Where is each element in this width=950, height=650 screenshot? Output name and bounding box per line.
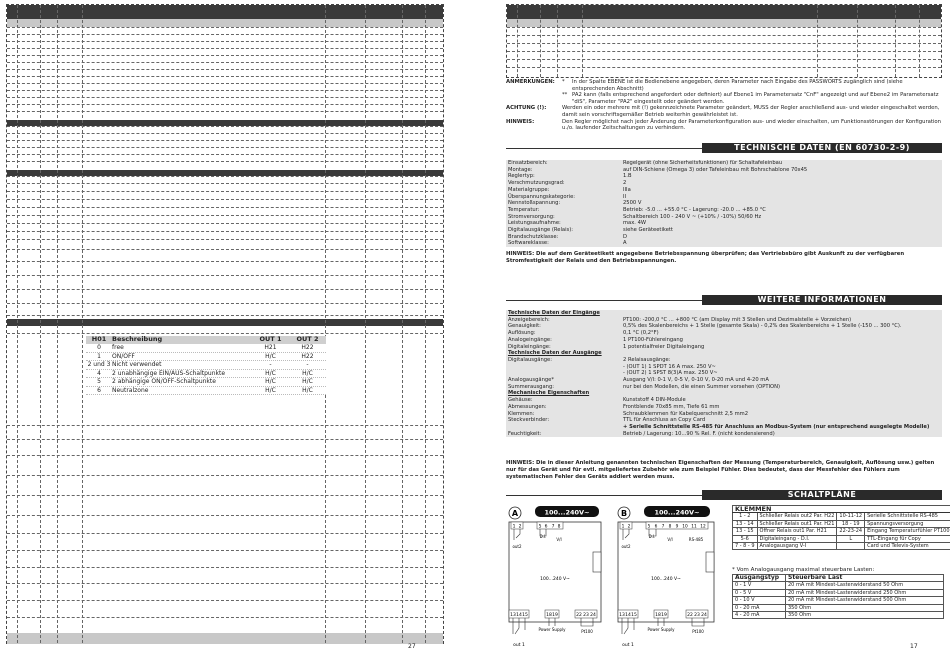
tech-value: IIIa: [623, 187, 942, 194]
tech-value: Schaltbereich 100 - 240 V ~ (+10% / -10%) 50/60 Hz: [623, 214, 942, 221]
info-row: [506, 364, 942, 371]
h01-table-row: [86, 344, 326, 353]
subsection-title: Technische Daten der Eingänge: [506, 310, 942, 317]
info-label: Digitalausgänge:: [506, 357, 623, 364]
load-cell: 20 mA mit Mindest-Lastenwiderstand 250 Ohm: [786, 589, 944, 596]
klemmen-title: KLEMMEN: [733, 506, 950, 513]
h01-col-header: Beschreibung: [112, 336, 252, 344]
info-label: Anzeigebereich:: [506, 317, 623, 324]
load-row: [733, 597, 944, 604]
terminal-number: 19: [552, 612, 558, 618]
tech-value: Regelgerät (ohne Sicherheitsfunktionen) für Schaltafeleinbau: [623, 160, 942, 167]
h01-col-header: OUT 1: [252, 336, 289, 344]
h01-cell: 0: [86, 344, 112, 352]
terminal-caption: D.I.: [649, 534, 656, 539]
tech-row: [506, 234, 942, 241]
tech-label: Materialgruppe:: [506, 187, 623, 194]
note-text: In der Spalte EBENE ist die Bedienebene angegeben, deren Parameter nach Eingabe des PASSWORTS zugänglich sind (siehe entsprechenden Abschnitt): [572, 79, 942, 92]
load-col-header: Ausgangstyp: [733, 575, 786, 582]
tech-row: [506, 173, 942, 180]
klemmen-row: [733, 513, 950, 520]
info-value: Frontblende 70x85 mm, Tiefe 61 mm: [623, 404, 942, 411]
further-info-block: [506, 310, 942, 437]
tech-label: Softwareklasse:: [506, 240, 623, 247]
h01-cell: 2 abhängige ON/OFF-Schaltpunkte: [112, 378, 252, 386]
tech-value: Betrieb: -5.0 ... +55.0 °C - Lagerung: -20.0 ... +85.0 °C: [623, 207, 942, 214]
klemmen-cell: Card und Televis-System: [865, 543, 950, 550]
subsection-title: Mechanische Eigenschaften: [506, 390, 942, 397]
klemmen-cell: 7 - 8 - 9: [733, 543, 758, 550]
load-row: [733, 612, 944, 619]
section-heading: [506, 295, 942, 305]
h01-cell: H22: [289, 353, 326, 361]
info-value: 0,1 °C (0,2°F): [623, 330, 942, 337]
klemmen-cell: 1 - 2: [733, 513, 758, 520]
info-value: Betrieb / Lagerung: 10...90 % Rel. F. (nicht kondensierend): [623, 431, 942, 438]
terminal-number: 23: [583, 612, 589, 618]
info-value: Kunststoff 4 DIN-Module: [623, 397, 942, 404]
tech-value: 2: [623, 180, 942, 187]
klemmen-cell: 13 - 14: [733, 520, 758, 527]
info-row: [506, 337, 942, 344]
diagram-letter: A: [512, 509, 519, 518]
load-cell: 0 - 10 V: [733, 597, 786, 604]
terminal-number: 12: [700, 524, 706, 530]
section-title: TECHNISCHE DATEN (EN 60730-2-9): [702, 143, 942, 153]
info-row: [506, 323, 942, 330]
terminal-number: 6: [655, 524, 658, 530]
info-row: [506, 377, 942, 384]
info-label: Digitaleingänge:: [506, 344, 623, 351]
terminal-caption: out2: [621, 544, 631, 549]
controller-body: [509, 522, 601, 622]
voltage-label: 100...240V~: [654, 509, 699, 517]
terminal-number: 19: [661, 612, 667, 618]
tech-row: [506, 220, 942, 227]
info-row: [506, 397, 942, 404]
tech-value: 1.B: [623, 173, 942, 180]
tech-label: Stromversorgung:: [506, 214, 623, 221]
info-row: [506, 357, 942, 364]
info-label: Steckverbinder:: [506, 417, 623, 424]
info-row: [506, 404, 942, 411]
h01-cell: -: [252, 361, 289, 369]
wiring-diagram-a: [505, 504, 605, 648]
h01-cell: 4: [86, 370, 112, 378]
terminal-number: 13: [619, 612, 625, 618]
h01-cell: Neutralzone: [112, 387, 252, 395]
tech-row: [506, 160, 942, 167]
terminal-caption: out 1: [513, 642, 525, 648]
h01-table-row: [86, 370, 326, 379]
terminal-number: 15: [522, 612, 528, 618]
hint-text: HINWEIS: Die auf dem Geräteetikett angegebene Betriebsspannung überprüfen; das Vertriebsbüro gibt Auskunft zu der verfügbaren Stromfestigkeit der Relais und den Betriebsspannungen.: [506, 251, 942, 265]
tech-value: auf DIN-Schiene (Omega 3) oder Tafeleinbau mit Bohrschablone 70x45: [623, 167, 942, 174]
h01-cell: 2 unabhängige EIN/AUS-Schaltpunkte: [112, 370, 252, 378]
tech-value: max. 4W: [623, 220, 942, 227]
h01-table-row: [86, 353, 326, 362]
info-label: Analogeingänge:: [506, 337, 623, 344]
tech-label: Reglertyp:: [506, 173, 623, 180]
load-cell: 20 mA mit Mindest-Lastenwiderstand 500 Ohm: [786, 597, 944, 604]
h01-col-header: H01: [86, 336, 112, 344]
subsection-title: Technische Daten der Ausgänge: [506, 350, 942, 357]
info-row: [506, 330, 942, 337]
h01-table-row: [86, 378, 326, 387]
terminal-caption: out2: [512, 544, 522, 549]
load-cell: 0 - 5 V: [733, 589, 786, 596]
info-label: Klemmen:: [506, 411, 623, 418]
notes-block: [506, 79, 942, 132]
analog-load-table: [732, 574, 944, 619]
h01-cell: H/C: [289, 370, 326, 378]
info-row: [506, 344, 942, 351]
terminal-number: 5: [539, 524, 542, 530]
info-value: PT100: -200,0 °C ... +800 °C (am Display mit 3 Stellen und Dezimalstelle + Vorzeichen): [623, 317, 942, 324]
klemmen-cell: L: [837, 535, 865, 542]
terminal-caption: Pt100: [581, 629, 593, 634]
h01-cell: H/C: [252, 387, 289, 395]
info-value: TTL für Anschluss an Copy Card: [623, 417, 942, 424]
load-cell: 0 - 20 mA: [733, 604, 786, 611]
note-text: Werden ein oder mehrere mit (!) gekennzeichnete Parameter geändert, MUSS der Regler anschließend aus- und wieder eingeschaltet werden, damit sein vorschriftsgemäßer Betrieb weiterhin gewährleistet ist.: [562, 105, 942, 118]
info-value: - (OUT 1) 1 SPDT 16 A max. 250 V~: [623, 364, 942, 371]
tech-label: Nennstoßspannung:: [506, 200, 623, 207]
h01-cell: 1: [86, 353, 112, 361]
analog-load-note: * Vom Analogausgang maximal steuerbare Lasten:: [732, 567, 944, 573]
technical-data-block: [506, 160, 942, 247]
tech-value: 2500 V: [623, 200, 942, 207]
tech-label: Verschmutzungsgrad:: [506, 180, 623, 187]
h01-table-header: [86, 336, 326, 344]
notes-key: ANMERKUNGEN:: [506, 79, 562, 92]
terminal-caption: out 1: [622, 642, 634, 648]
tech-row: [506, 227, 942, 234]
terminal-caption: D.I.: [540, 534, 547, 539]
tech-row: [506, 187, 942, 194]
notes-key: HINWEIS:: [506, 119, 562, 132]
klemmen-cell: 18 - 19: [837, 520, 865, 527]
klemmen-row: [733, 528, 950, 535]
terminal-number: 24: [701, 612, 707, 618]
h01-cell: H/C: [252, 370, 289, 378]
h01-cell: H/C: [252, 353, 289, 361]
klemmen-cell: Spannungsversorgung: [865, 520, 950, 527]
h01-cell: H/C: [289, 387, 326, 395]
terminal-number: 14: [516, 612, 522, 618]
h01-cell: ON/OFF: [112, 353, 252, 361]
info-row: [506, 424, 942, 431]
tech-value: II: [623, 194, 942, 201]
tech-value: A: [623, 240, 942, 247]
tech-value: D: [623, 234, 942, 241]
terminal-caption: Power Supply: [539, 627, 567, 632]
h01-cell: Nicht verwendet: [112, 361, 252, 369]
supply-caption: 100...240 V~: [540, 576, 570, 582]
info-label: Genauigkeit:: [506, 323, 623, 330]
klemmen-cell: Digitaleingang - D.I.: [757, 535, 837, 542]
load-cell: 0 - 1 V: [733, 582, 786, 589]
terminal-number: 9: [676, 524, 679, 530]
terminal-number: 2: [519, 524, 522, 530]
info-label: [506, 424, 623, 431]
tech-value: siehe Geräteetikett: [623, 227, 942, 234]
info-row: [506, 411, 942, 418]
terminal-caption: RS-485: [689, 537, 704, 542]
info-label: [506, 364, 623, 371]
h01-cell: H/C: [289, 378, 326, 386]
klemmen-cell: 22-23-24: [837, 528, 865, 535]
supply-caption: 100...240 V~: [651, 576, 681, 582]
terminal-number: 2: [628, 524, 631, 530]
tech-label: Brandschutzklasse:: [506, 234, 623, 241]
voltage-label: 100...240V~: [544, 509, 589, 517]
info-label: Abmessungen:: [506, 404, 623, 411]
terminal-caption: Power Supply: [648, 627, 676, 632]
load-cell: 4 - 20 mA: [733, 612, 786, 619]
tech-row: [506, 200, 942, 207]
info-value: 2 Relaisausgänge:: [623, 357, 942, 364]
h01-cell: 2 und 3: [86, 361, 112, 369]
h01-table: [86, 336, 326, 395]
info-value: 1 potentialfreier Digitaleingang: [623, 344, 942, 351]
tech-label: Digitalausgänge (Relais):: [506, 227, 623, 234]
wiring-diagram-b: [614, 504, 718, 648]
tech-label: Einsatzbereich:: [506, 160, 623, 167]
note-mark: **: [562, 92, 572, 105]
klemmen-cell: Schließer Relais out2 Par. H22: [757, 513, 837, 520]
info-row: [506, 431, 942, 438]
info-row: [506, 370, 942, 377]
info-label: Analogausgänge*: [506, 377, 623, 384]
note-text: PA2 kann (falls entsprechend angefordert oder definiert) auf Ebene1 im Parametersatz "CnF" angezeigt und auf Ebene2 im Parametersatz "diS", Parameter "PA2" eingestellt oder geändert werden.: [572, 92, 942, 105]
terminal-number: 10: [682, 524, 688, 530]
terminal-number: 23: [694, 612, 700, 618]
h01-col-header: OUT 2: [289, 336, 326, 344]
info-label: [506, 370, 623, 377]
h01-cell: -: [289, 361, 326, 369]
klemmen-cell: [837, 543, 865, 550]
left-page: [0, 0, 452, 648]
klemmen-cell: Analogausgang V-I: [757, 543, 837, 550]
parameter-grid: [6, 4, 444, 644]
klemmen-cell: 10-11-12: [837, 513, 865, 520]
terminal-number: 22: [576, 612, 582, 618]
terminal-number: 5: [648, 524, 651, 530]
section-title: WEITERE INFORMATIONEN: [702, 295, 942, 305]
klemmen-table: [732, 505, 944, 550]
page-number: 27: [408, 643, 416, 650]
grid-footer-band: [7, 633, 443, 644]
info-row: [506, 317, 942, 324]
terminal-number: 11: [691, 524, 697, 530]
h01-cell: H22: [289, 344, 326, 352]
tech-row: [506, 167, 942, 174]
tech-row: [506, 207, 942, 214]
terminal-number: 1: [513, 524, 516, 530]
load-cell: 20 mA mit Mindest-Lastenwiderstand 50 Ohm: [786, 582, 944, 589]
klemmen-cell: Öffner Relais out1 Par. H21: [757, 528, 837, 535]
tech-label: Leistungsaufnahme:: [506, 220, 623, 227]
terminal-number: 13: [510, 612, 516, 618]
klemmen-cell: Schließer Relais out1 Par. H21: [757, 520, 837, 527]
info-label: Feuchtigkeit:: [506, 431, 623, 438]
load-row: [733, 604, 944, 611]
klemmen-cell: 13 - 15: [733, 528, 758, 535]
klemmen-cell: 5-6: [733, 535, 758, 542]
terminal-number: 18: [655, 612, 661, 618]
h01-cell: H21: [252, 344, 289, 352]
terminal-number: 7: [552, 524, 555, 530]
info-label: Summerausgang:: [506, 384, 623, 391]
klemmen-row: [733, 535, 950, 542]
terminal-number: 6: [545, 524, 548, 530]
info-value: 0,5% des Skalenbereichs + 1 Stelle (gesamte Skala) - 0,2% des Skalenbereichs + 1 Stelle (-150 ... 300 °C).: [623, 323, 942, 330]
tech-row: [506, 214, 942, 221]
info-value: Schraubklemmen für Kabelquerschnitt 2,5 mm2: [623, 411, 942, 418]
terminal-caption: V/I: [556, 537, 561, 542]
terminal-number: 8: [669, 524, 672, 530]
section-title: SCHALTPLÄNE: [702, 490, 942, 500]
tech-row: [506, 240, 942, 247]
info-label: Gehäuse:: [506, 397, 623, 404]
notes-key: ACHTUNG (!):: [506, 105, 562, 118]
grid-header-band: [7, 5, 443, 19]
h01-cell: H/C: [252, 378, 289, 386]
h01-table-row: [86, 387, 326, 396]
terminal-caption: V/I: [667, 537, 672, 542]
terminal-number: 8: [558, 524, 561, 530]
info-value: + Serielle Schnittstelle RS-485 für Anschluss an Modbus-System (nur entsprechend ausgelegte Modelle): [623, 424, 942, 431]
klemmen-row: [733, 543, 950, 550]
info-value: nur bei den Modellen, die einen Summer vorsehen (OPTION): [623, 384, 942, 391]
load-cell: 350 Ohm: [786, 604, 944, 611]
h01-cell: 5: [86, 378, 112, 386]
klemmen-row: [733, 520, 950, 527]
h01-table-row: [86, 361, 326, 370]
terminal-number: 7: [662, 524, 665, 530]
tech-row: [506, 194, 942, 201]
diagram-letter: B: [621, 509, 627, 518]
load-row: [733, 589, 944, 596]
info-value: Ausgang V/I: 0-1 V, 0-5 V, 0-10 V, 0-20 mA und 4-20 mA: [623, 377, 942, 384]
section-heading: [506, 490, 942, 500]
terminal-number: 15: [631, 612, 637, 618]
terminal-number: 22: [687, 612, 693, 618]
load-col-header: Steuerbare Last: [786, 575, 944, 582]
klemmen-cell: Serielle Schnittstelle RS-485: [865, 513, 950, 520]
info-value: - (OUT 2) 1 SPST 8(3)A max. 250 V~: [623, 370, 942, 377]
note-mark: *: [562, 79, 572, 92]
terminal-number: 24: [590, 612, 596, 618]
klemmen-cell: TTL-Eingang für Copy: [865, 535, 950, 542]
load-row: [733, 582, 944, 589]
info-label: Auflösung:: [506, 330, 623, 337]
h01-cell: free: [112, 344, 252, 352]
h01-cell: 6: [86, 387, 112, 395]
info-row: [506, 384, 942, 391]
tech-row: [506, 180, 942, 187]
terminal-number: 18: [546, 612, 552, 618]
klemmen-cell: Eingang Temperaturfühler PT100: [865, 528, 950, 535]
info-value: 1 PT100-Fühlereingang: [623, 337, 942, 344]
terminal-number: 1: [622, 524, 625, 530]
load-cell: 350 Ohm: [786, 612, 944, 619]
grid-subheader-band: [7, 19, 443, 27]
hint-text: HINWEIS: Die in dieser Anleitung genannten technischen Eigenschaften der Messung (Temperaturbereich, Genauigkeit, Auflösung usw.) gelten nur für das Gerät und für evtl. mitgeliefertes Zubehör wie zum Beispiel Fühler. Dies bedeutet, dass der Messfehler des Fühlers zum systematischen Fehler des Geräts addiert werden muss.: [506, 460, 942, 480]
parameter-grid-continued: [506, 4, 942, 78]
section-heading: [506, 143, 942, 153]
tech-label: Temperatur:: [506, 207, 623, 214]
grid-section-band: [7, 319, 443, 326]
info-row: [506, 417, 942, 424]
tech-label: Überspannungskategorie:: [506, 194, 623, 201]
page-number: 17: [910, 643, 918, 650]
note-text: Den Regler möglichst nach jeder Änderung der Parameterkonfiguration aus- und wieder einschalten, um Funktionsstörungen der Konfiguration u./o. laufender Zeitschaltungen zu verhindern.: [562, 119, 942, 132]
terminal-caption: Pt100: [692, 629, 704, 634]
terminal-number: 14: [625, 612, 631, 618]
tech-label: Montage:: [506, 167, 623, 174]
